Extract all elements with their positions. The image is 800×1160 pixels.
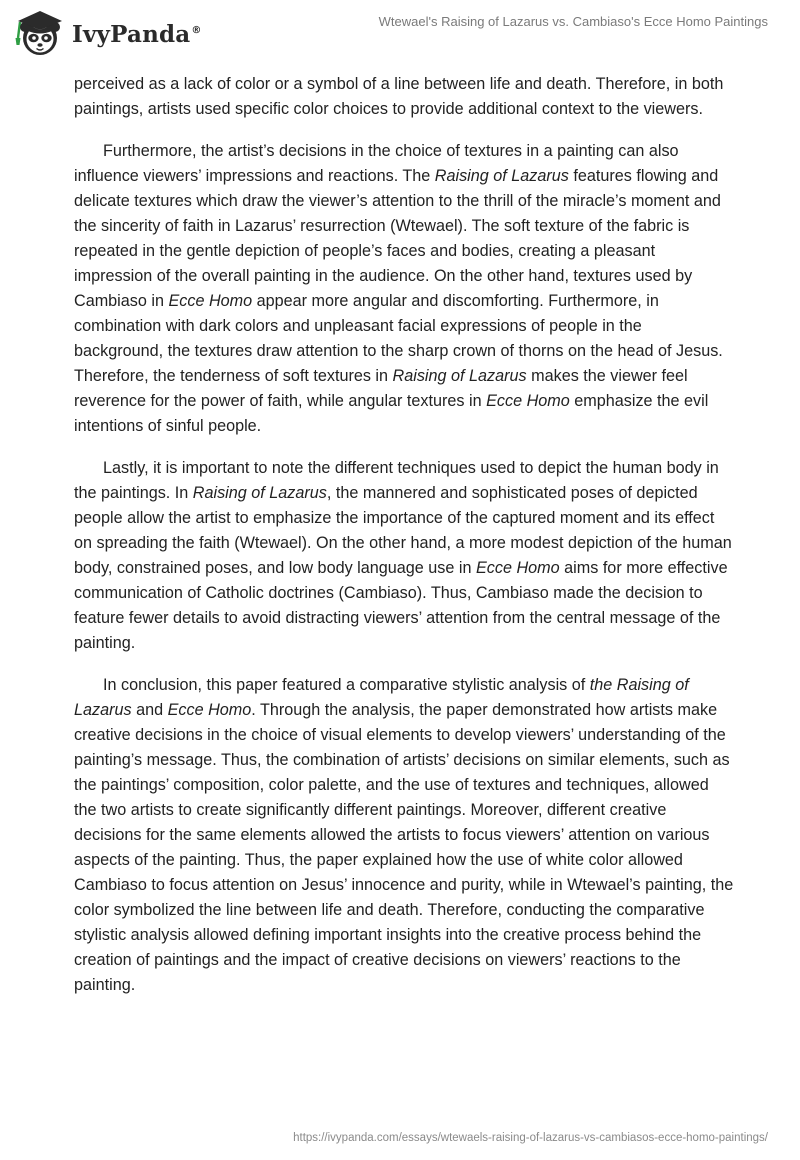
paragraph-text: appear more angular and discomforting. Furthermore, in combination with dark colors and unpleasant facial expressions of people in the background, the textures draw attention to the sharp crown of thorns on the head of Jesus. Therefore, the tenderness of soft textures in — [74, 292, 723, 385]
paragraph-text: features flowing and delicate textures which draw the viewer’s attention to the thrill of the miracle’s moment and the sincerity of faith in Lazarus’ resurrection (Wtewael). The soft texture of the fabric is repeated in the gentle depiction of people’s faces and bodies, creating a pleasant impression of the overall painting in the audience. On the other hand, textures used by Cambiaso in — [74, 167, 721, 310]
paragraph — [74, 139, 734, 439]
paragraph-text: and — [131, 701, 168, 719]
paragraph-text: Furthermore, the artist’s decisions in the choice of textures in a painting can also influence viewers’ impressions and reactions. The — [74, 142, 679, 185]
document-body — [74, 72, 734, 1015]
panda-graduate-icon — [12, 7, 66, 59]
italic-title: Raising of Lazarus — [192, 484, 327, 502]
registered-mark: ® — [191, 24, 202, 36]
italic-title: Ecce Homo — [167, 701, 252, 719]
italic-title: Ecce Homo — [475, 559, 560, 577]
brand-label: IvyPanda — [72, 20, 191, 48]
italic-title: Ecce Homo — [486, 392, 570, 410]
paragraph-text: Lastly, it is important to note the different techniques used to depict the human body in the paintings. In — [74, 459, 719, 502]
brand-name — [72, 21, 202, 48]
paragraph-text: , the mannered and sophisticated poses of depicted people allow the artist to emphasize the importance of the captured moment and its effect on spreading the faith (Wtewael). On the other hand, a more modest depiction of the human body, constrained poses, and low body language use in — [74, 484, 732, 577]
footer-url[interactable]: https://ivypanda.com/essays/wtewaels-raising-of-lazarus-vs-cambiasos-ecce-homo-paintings/ — [293, 1132, 768, 1144]
paragraph-text: . Through the analysis, the paper demonstrated how artists make creative decisions in the choice of visual elements to develop viewers’ understanding of the painting’s message. Thus, the combination of artists’ decisions on similar elements, such as the paintings’ composition, color palette, and the use of textures and techniques, allowed the two artists to create significantly different paintings. Moreover, different creative decisions for the same elements allowed the artists to focus viewers’ attention on various aspects of the painting. Thus, the paper explained how the use of white color allowed Cambiaso to focus attention on Jesus’ innocence and purity, while in Wtewael’s painting, the color symbolized the line between life and death. Therefore, conducting the comparative stylistic analysis allowed defining important insights into the creative process behind the creation of paintings and the impact of creative decisions on viewers’ reactions to the painting. — [74, 701, 734, 994]
ivypanda-logo[interactable] — [12, 7, 202, 59]
page-header — [0, 0, 800, 70]
document-title: Wtewael's Raising of Lazarus vs. Cambiaso's Ecce Homo Paintings — [378, 14, 768, 29]
paragraph — [74, 456, 734, 656]
paragraph-text: makes the viewer feel reverence for the power of faith, while angular textures in — [74, 367, 688, 410]
paragraph-text: aims for more effective communication of Catholic doctrines (Cambiaso). Thus, Cambiaso made the decision to feature fewer details to avoid distracting viewers’ attention from the central message of the painting. — [74, 559, 728, 652]
paragraph-text: emphasize the evil intentions of sinful people. — [74, 392, 709, 435]
paragraph — [74, 72, 734, 122]
paragraph — [74, 673, 734, 998]
italic-title: the Raising of Lazarus — [74, 676, 689, 719]
italic-title: Raising of Lazarus — [392, 367, 527, 385]
paragraph-text: In conclusion, this paper featured a comparative stylistic analysis of — [103, 676, 590, 694]
paragraph-text: perceived as a lack of color or a symbol of a line between life and death. Therefore, in both paintings, artists used specific color choices to provide additional context to the viewers. — [74, 75, 724, 118]
italic-title: Ecce Homo — [168, 292, 253, 310]
italic-title: Raising of Lazarus — [434, 167, 569, 185]
